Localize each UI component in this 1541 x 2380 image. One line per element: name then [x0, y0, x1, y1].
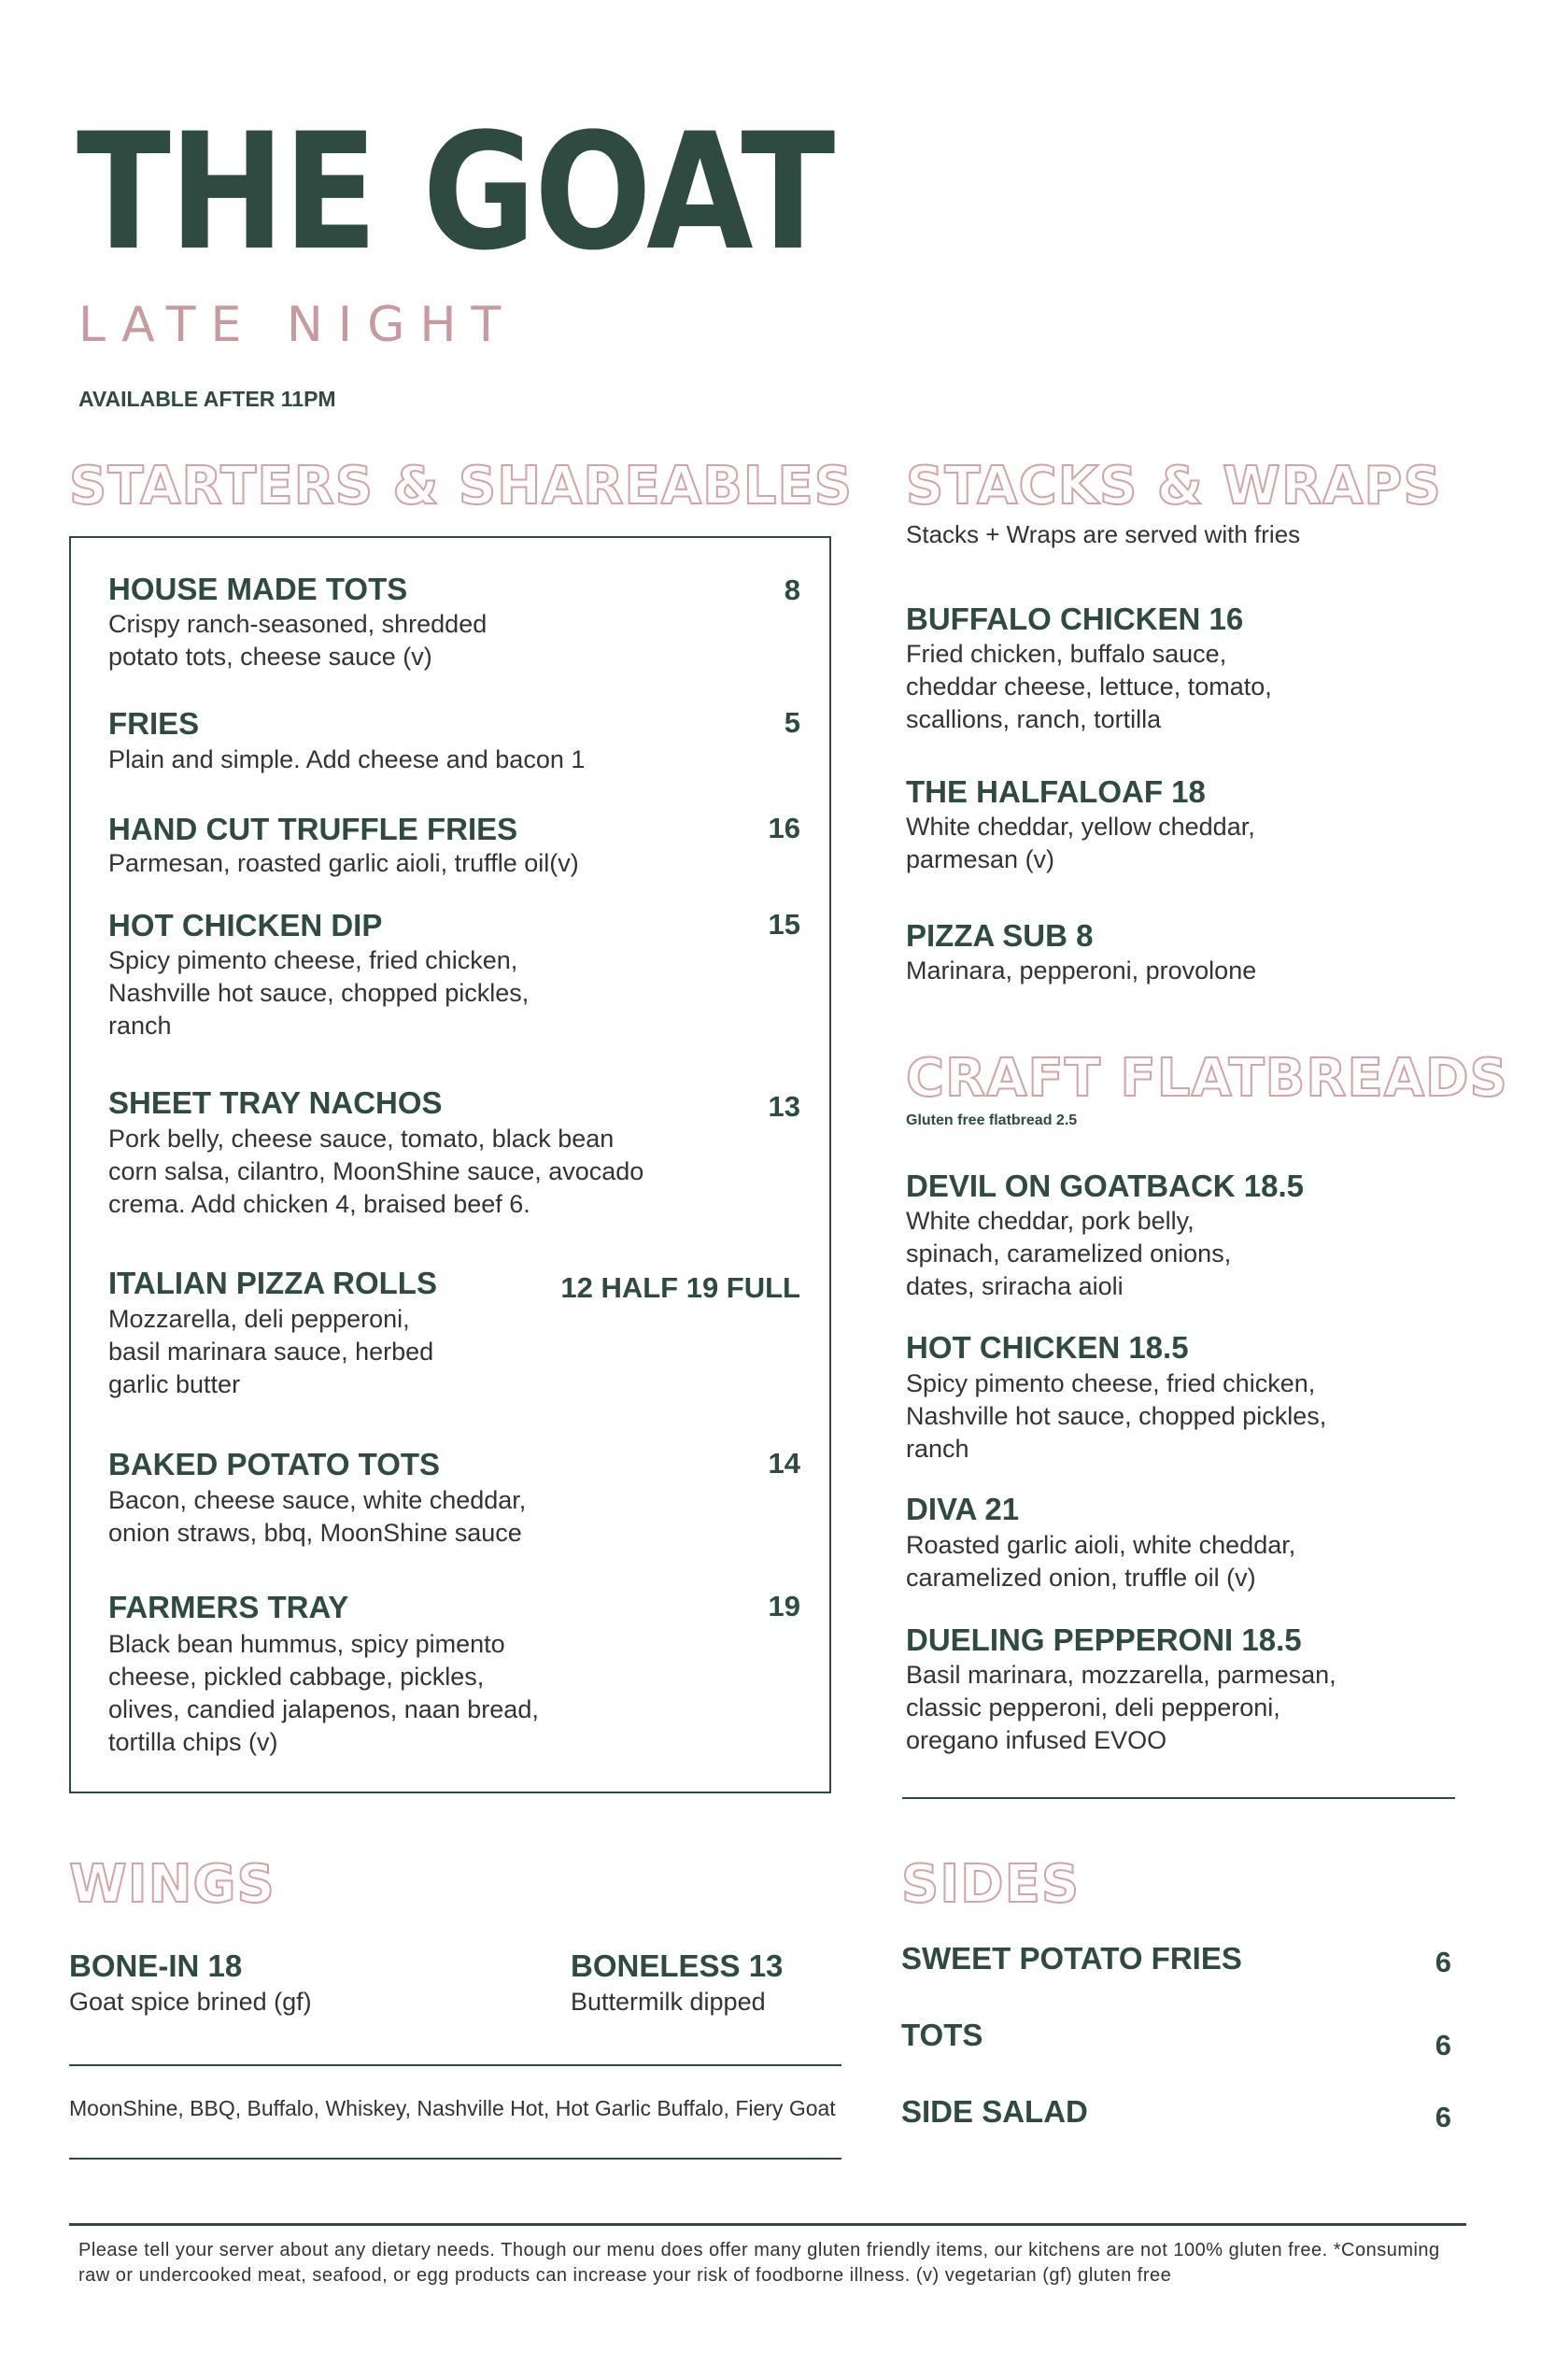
flatbreads-divider — [902, 1797, 1455, 1799]
starter-desc: Black bean hummus, spicy pimento cheese, pickled cabbage, pickles, olives, candied jalapenos, naan bread, tortilla chips (v) — [108, 1630, 539, 1756]
starter-desc: Parmesan, roasted garlic aioli, truffle oil(v) — [108, 849, 579, 877]
starter-desc: Spicy pimento cheese, fried chicken, Nashville hot sauce, chopped pickles, ranch — [108, 946, 530, 1040]
sides-heading: SIDES — [901, 1854, 1081, 1915]
flatbread-name: DIVA 21 — [906, 1492, 1020, 1526]
flatbread-desc: Roasted garlic aioli, white cheddar, caramelized onion, truffle oil (v) — [906, 1531, 1296, 1592]
starter-price: 5 — [784, 706, 800, 739]
stack-desc: Marinara, pepperoni, provolone — [906, 956, 1257, 985]
starter-name: SHEET TRAY NACHOS — [108, 1085, 443, 1120]
starter-price: 19 — [768, 1590, 800, 1622]
starter-name: FRIES — [108, 706, 200, 741]
footer-disclaimer: Please tell your server about any dietary needs. Though our menu does offer many gluten friendly items, our kitchens are not 100% gluten free. *Consuming raw or undercooked meat, seafood, or egg products can increase your risk of foodborne illness. (v) vegetarian (gf) gluten free — [78, 2240, 1440, 2286]
starter-price: 12 HALF 19 FULL — [560, 1271, 800, 1304]
flatbreads-note: Gluten free flatbread 2.5 — [906, 1112, 1078, 1128]
stack-name: BUFFALO CHICKEN 16 — [906, 602, 1244, 636]
starter-name: BAKED POTATO TOTS — [108, 1447, 441, 1481]
starter-desc: Mozzarella, deli pepperoni, basil marinara sauce, herbed garlic butter — [108, 1305, 434, 1398]
starter-name: HAND CUT TRUFFLE FRIES — [108, 812, 518, 846]
stack-desc: Fried chicken, buffalo sauce, cheddar cheese, lettuce, tomato, scallions, ranch, tortilla — [906, 640, 1272, 733]
menu-subtitle: LATE NIGHT — [78, 297, 516, 353]
starter-price: 15 — [768, 908, 800, 941]
flatbread-desc: White cheddar, pork belly, spinach, caramelized onions, dates, sriracha aioli — [906, 1207, 1232, 1300]
menu-title: THE GOAT — [77, 98, 834, 286]
starter-desc: Pork belly, cheese sauce, tomato, black bean corn salsa, cilantro, MoonShine sauce, avocado crema. Add chicken 4, braised beef 6. — [108, 1125, 644, 1218]
flatbread-desc: Basil marinara, mozzarella, parmesan, classic pepperoni, deli pepperoni, oregano infused EVOO — [906, 1661, 1336, 1754]
starter-desc: Crispy ranch-seasoned, shredded potato tots, cheese sauce (v) — [108, 610, 488, 671]
stack-name: PIZZA SUB 8 — [906, 918, 1094, 953]
side-name: SIDE SALAD — [901, 2094, 1088, 2129]
stacks-heading: STACKS & WRAPS — [906, 456, 1442, 517]
side-price: 6 — [1435, 2029, 1451, 2061]
stack-desc: White cheddar, yellow cheddar, parmesan (v) — [906, 813, 1255, 873]
starter-name: HOT CHICKEN DIP — [108, 908, 383, 942]
wing-desc: Goat spice brined (gf) — [69, 1988, 312, 2016]
starter-name: FARMERS TRAY — [108, 1590, 349, 1624]
wing-sauces: MoonShine, BBQ, Buffalo, Whiskey, Nashville Hot, Hot Garlic Buffalo, Fiery Goat — [69, 2096, 836, 2120]
wings-divider-bottom — [69, 2158, 841, 2160]
wing-desc: Buttermilk dipped — [571, 1988, 766, 2016]
stack-name: THE HALFALOAF 18 — [906, 774, 1206, 809]
side-name: TOTS — [901, 2018, 983, 2052]
starter-price: 8 — [784, 574, 800, 606]
flatbread-name: DUELING PEPPERONI 18.5 — [906, 1622, 1302, 1657]
starter-name: HOUSE MADE TOTS — [108, 572, 408, 606]
starter-price: 16 — [768, 812, 800, 844]
starter-desc: Bacon, cheese sauce, white cheddar, onion straws, bbq, MoonShine sauce — [108, 1486, 527, 1547]
stacks-note: Stacks + Wraps are served with fries — [906, 520, 1301, 548]
wings-heading: WINGS — [69, 1854, 276, 1915]
wing-name: BONELESS 13 — [571, 1948, 784, 1983]
side-name: SWEET POTATO FRIES — [901, 1941, 1242, 1976]
side-price: 6 — [1435, 1946, 1451, 1978]
footer-divider — [69, 2223, 1466, 2226]
flatbread-name: DEVIL ON GOATBACK 18.5 — [906, 1169, 1305, 1203]
starter-price: 14 — [768, 1447, 800, 1480]
starter-price: 13 — [768, 1090, 800, 1123]
starter-desc: Plain and simple. Add cheese and bacon 1 — [108, 745, 586, 773]
starter-name: ITALIAN PIZZA ROLLS — [108, 1266, 437, 1300]
starters-heading: STARTERS & SHAREABLES — [69, 456, 854, 517]
wing-name: BONE-IN 18 — [69, 1948, 243, 1983]
side-price: 6 — [1435, 2101, 1451, 2133]
wings-divider-top — [69, 2064, 841, 2066]
availability-note: AVAILABLE AFTER 11PM — [78, 387, 336, 411]
flatbread-name: HOT CHICKEN 18.5 — [906, 1330, 1189, 1365]
flatbread-desc: Spicy pimento cheese, fried chicken, Nashville hot sauce, chopped pickles, ranch — [906, 1369, 1327, 1463]
flatbreads-heading: CRAFT FLATBREADS — [906, 1048, 1508, 1109]
